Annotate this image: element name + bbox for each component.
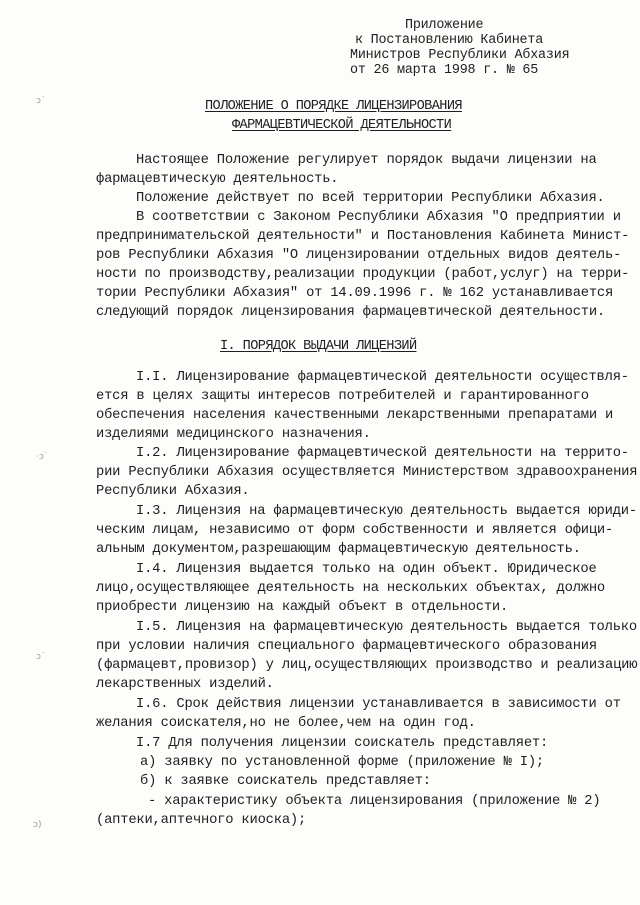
paragraph-line: I.7 Для получения лицензии соискатель представляет: xyxy=(136,736,549,751)
paragraph-line: Настоящее Положение регулирует порядок выдачи лицензии на xyxy=(136,153,597,168)
paragraph-line: В соответствии с Законом Республики Абхазия "О предприятии и xyxy=(136,210,621,225)
paragraph-line: лицо,осуществляющее деятельность на нескольких объектах, должно xyxy=(96,581,606,596)
paragraph-line: предпринимательской деятельности" и Постановления Кабинета Минист- xyxy=(96,229,630,244)
list-item: а) заявку по установленной форме (приложение № I); xyxy=(140,755,544,770)
list-item: - характеристику объекта лицензирования (приложение № 2) xyxy=(148,794,601,809)
paragraph-line: при условии наличия специального фармацевтического образования xyxy=(96,639,597,654)
margin-mark: ↄ˙ xyxy=(36,96,46,106)
margin-mark: ↄ) xyxy=(33,820,42,830)
margin-mark: ↄ˙ xyxy=(36,652,46,662)
paragraph-line: I.4. Лицензия выдается только на один объект. Юридическое xyxy=(136,562,597,577)
paragraph-line: I.5. Лицензия на фармацевтическую деятельность выдается только xyxy=(136,620,637,635)
paragraph-line: I.6. Срок действия лицензии устанавливается в зависимости от xyxy=(136,697,621,712)
header-line: Министров Республики Абхазия xyxy=(350,48,570,63)
paragraph-line: Положение действует по всей территории Республики Абхазия. xyxy=(136,191,605,206)
section-heading: I. ПОРЯДОК ВЫДАЧИ ЛИЦЕНЗИЙ xyxy=(220,339,417,354)
paragraph-line: лекарственных изделий. xyxy=(96,677,274,692)
paragraph-line: Республики Абхазия. xyxy=(96,484,250,499)
paragraph-line: ческим лицам, независимо от форм собственности и является офици- xyxy=(96,523,614,538)
margin-mark: ·ↄ˙ xyxy=(36,452,49,462)
header-line: к Постановлению Кабинета xyxy=(355,33,544,48)
paragraph-line: рии Республики Абхазия осуществляется Министерством здравоохранения xyxy=(96,465,638,480)
paragraph-line: приобрести лицензию на каждый объект в отдельности. xyxy=(96,600,509,615)
document-title: ПОЛОЖЕНИЕ О ПОРЯДКЕ ЛИЦЕНЗИРОВАНИЯ xyxy=(205,99,462,114)
paragraph-line: тории Республики Абхазия" от 14.09.1996 г. № 162 устанавливается xyxy=(96,286,614,301)
header-line: Приложение xyxy=(405,18,484,33)
document-title: ФАРМАЦЕВТИЧЕСКОЙ ДЕЯТЕЛЬНОСТИ xyxy=(232,118,452,133)
paragraph-line: ров Республики Абхазия "О лицензировании отдельных видов деятель- xyxy=(96,248,622,263)
header-line: от 26 марта 1998 г. № 65 xyxy=(350,63,539,78)
paragraph-line: обеспечения населения качественными лекарственными препаратами и xyxy=(96,408,614,423)
paragraph-line: следующий порядок лицензирования фармацевтической деятельности. xyxy=(96,305,606,320)
paragraph-line: фармацевтическую деятельность. xyxy=(96,172,339,187)
paragraph-line: I.2. Лицензирование фармацевтической деятельности на террито- xyxy=(136,446,629,461)
paragraph-line: изделиями медицинского назначения. xyxy=(96,427,371,442)
paragraph-line: I.I. Лицензирование фармацевтической деятельности осуществля- xyxy=(136,370,629,385)
paragraph-line: (аптеки,аптечного киоска); xyxy=(96,813,307,828)
paragraph-line: I.3. Лицензия на фармацевтическую деятельность выдается юриди- xyxy=(136,504,637,519)
paragraph-line: (фармацевт,провизор) у лиц,осуществляющих производство и реализацию xyxy=(96,658,638,673)
paragraph-line: ется в целях защиты интересов потребителей и гарантированного xyxy=(96,389,589,404)
list-item: б) к заявке соискатель представляет: xyxy=(140,774,431,789)
paragraph-line: ности по производству,реализации продукции (работ,услуг) на терри- xyxy=(96,267,630,282)
paragraph-line: желания соискателя,но не более,чем на один год. xyxy=(96,716,476,731)
paragraph-line: альным документом,разрешающим фармацевтическую деятельность. xyxy=(96,542,581,557)
